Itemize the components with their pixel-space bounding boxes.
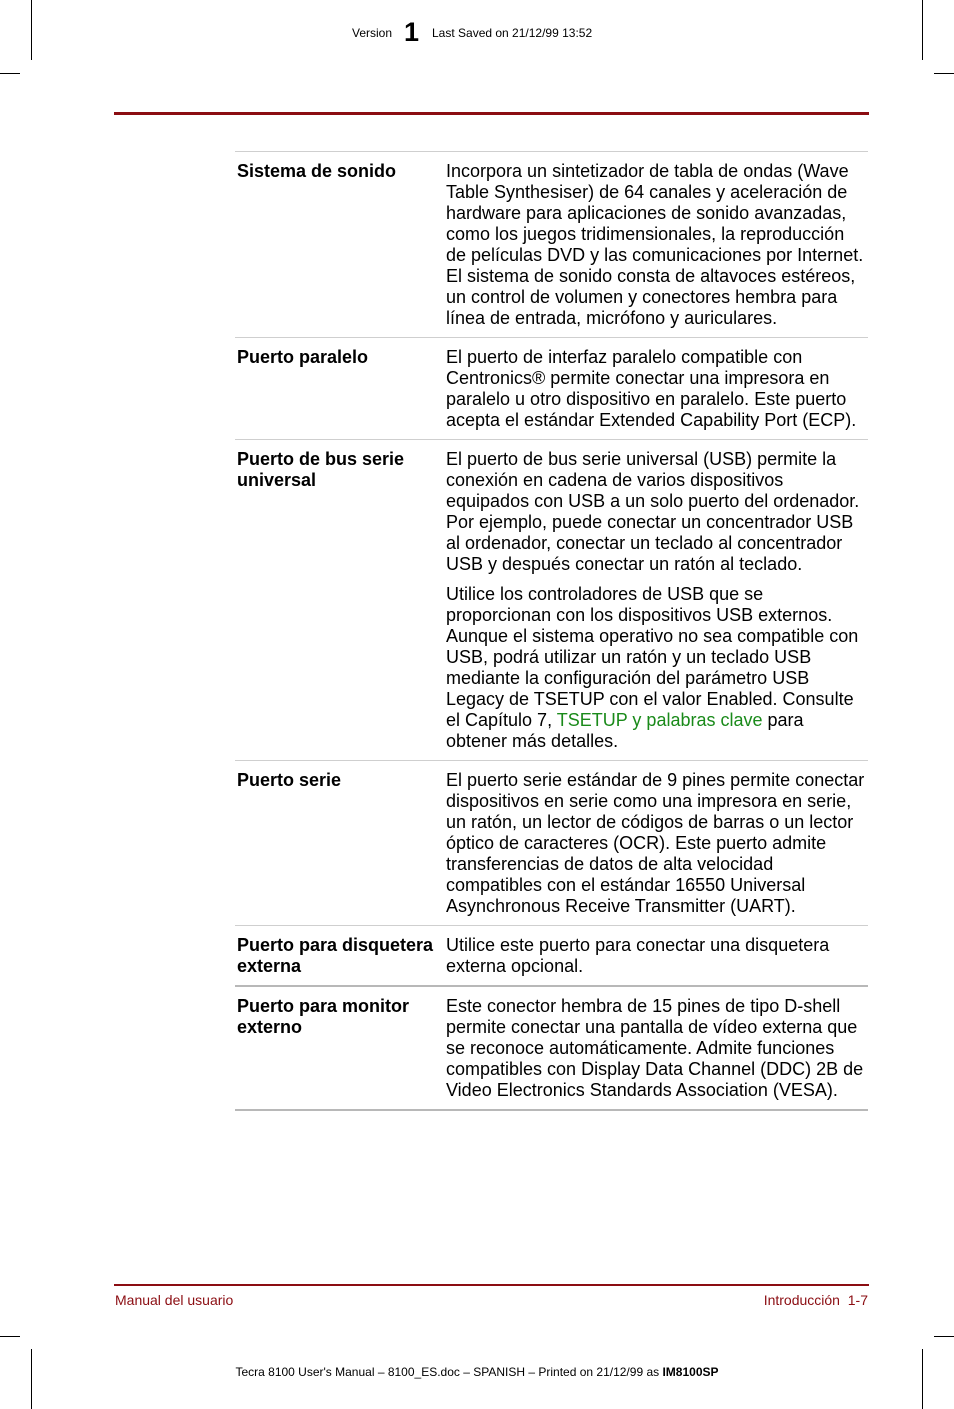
spec-description: [446, 161, 868, 329]
spec-term: Puerto paralelo: [237, 347, 369, 367]
print-line-text: Tecra 8100 User's Manual – 8100_ES.doc – SPANISH – Printed on 21/12/99 as: [235, 1365, 663, 1379]
spec-table: [235, 151, 868, 1111]
crop-mark: [0, 1336, 20, 1337]
crop-mark: [31, 1349, 32, 1409]
paragraph-text: para obtener más detalles.: [446, 710, 804, 751]
last-saved: Last Saved on 21/12/99 13:52: [432, 26, 593, 40]
print-line: [0, 1365, 954, 1379]
spec-row: [235, 926, 868, 987]
footer-section: Introducción 1-7: [763, 1292, 868, 1308]
spec-paragraph: Utilice este puerto para conectar una disquetera externa opcional.: [446, 935, 830, 976]
page-header: [0, 17, 954, 47]
footer-manual-title: Manual del usuario: [115, 1292, 234, 1308]
spec-description: [446, 770, 868, 917]
spec-paragraph: El puerto de interfaz paralelo compatible con Centronics® permite conectar una impresora en paralelo u otro dispositivo en paralelo. Este puerto acepta el estándar Extended Capability Port (ECP).: [446, 347, 857, 430]
spec-paragraph: El puerto de bus serie universal (USB) permite la conexión en cadena de varios dispositivos equipados con USB a un solo puerto del ordenador. Por ejemplo, puede conectar un concentrador USB al ordenador, conectar un teclado al concentrador USB y después conectar un ratón al teclado.: [446, 449, 860, 574]
spec-description: [446, 996, 868, 1101]
version-number: 1: [404, 17, 420, 47]
spec-row: [235, 761, 868, 926]
header-rule: [114, 112, 869, 115]
crop-mark: [922, 1349, 923, 1409]
chapter-link[interactable]: TSETUP y palabras clave: [556, 710, 763, 730]
crop-mark: [934, 73, 954, 74]
spec-description: [446, 935, 868, 977]
spec-term: Puerto para monitor externo: [237, 996, 410, 1037]
spec-row: [235, 152, 868, 338]
version-label: Version: [352, 26, 393, 40]
print-code: IM8100SP: [662, 1365, 719, 1379]
spec-description: [446, 347, 868, 431]
crop-mark: [934, 1336, 954, 1337]
spec-term: Puerto de bus serie universal: [237, 449, 405, 490]
paragraph-text: Utilice los controladores de USB que se proporcionan con los dispositivos USB externos. Aunque el sistema operativo no sea compatible con USB, podrá utilizar un ratón y un teclado USB mediante la configuración del parámetro USB Legacy de TSETUP con el valor Enabled. Consulte el Capítulo 7,: [446, 584, 859, 730]
spec-paragraph: Incorpora un sintetizador de tabla de ondas (Wave Table Synthesiser) de 64 canales y aceleración de hardware para aplicaciones de sonido avanzadas, como los juegos tridimensionales, la reproducción de películas DVD y las comunicaciones por Internet. El sistema de sonido consta de altavoces estéreos, un control de volumen y conectores hembra para línea de entrada, micrófono y auriculares.: [446, 161, 864, 328]
spec-row: [235, 338, 868, 440]
footer-page-number: [764, 1292, 868, 1308]
spec-row: [235, 440, 868, 761]
spec-term: Puerto serie: [237, 770, 342, 790]
crop-mark: [0, 73, 20, 74]
spec-term: Sistema de sonido: [237, 161, 397, 181]
spec-row: [235, 987, 868, 1111]
footer-rule: [114, 1284, 869, 1286]
spec-paragraph: Este conector hembra de 15 pines de tipo D-shell permite conectar una pantalla de vídeo externa que se reconoce automáticamente. Admite funciones compatibles con Display Data Channel (DDC) 2B de Video Electronics Standards Association (VESA).: [446, 996, 864, 1100]
spec-paragraph: [446, 584, 868, 752]
spec-paragraph: El puerto serie estándar de 9 pines permite conectar dispositivos en serie como una impresora en serie, un ratón, un lector de códigos de barras o un lector óptico de caracteres (OCR). Este puerto admite transferencias de datos de alta velocidad compatibles con el estándar 16550 Universal Asynchronous Receive Transmitter (UART).: [446, 770, 865, 916]
spec-term: Puerto para disquetera externa: [237, 935, 434, 976]
spec-description: [446, 449, 868, 752]
